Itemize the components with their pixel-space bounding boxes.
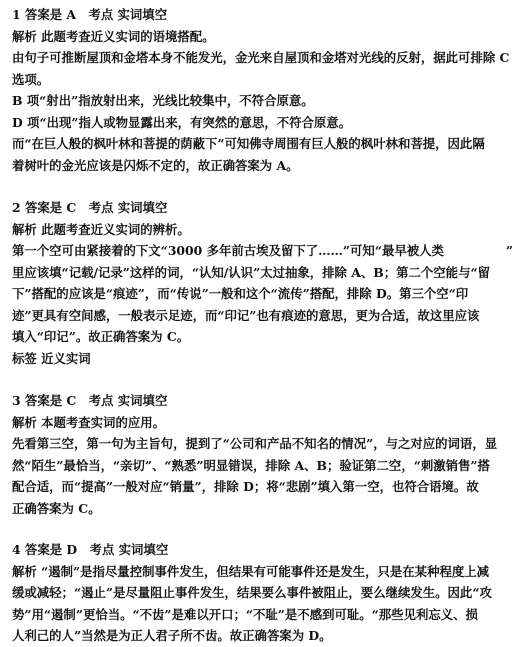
answer-2-analysis: 解析 此题考查近义实词的辨析。 <box>12 221 190 237</box>
answer-block-2 <box>12 197 517 369</box>
answer-block-4 <box>12 539 517 647</box>
answer-1-text-line: D 项“出现”指人或物显露出来，有突然的意思，不符合原意。 <box>12 114 352 130</box>
answer-block-3 <box>12 390 517 519</box>
answer-1-text-line: 而“在巨人般的枫叶林和菩提的荫蔽下”可知佛寺周围有巨人般的枫叶林和菩提，因此隔 <box>12 136 485 151</box>
answer-3-text-line: 正确答案为 C。 <box>12 500 101 516</box>
answer-4-heading: 4 答案是 D 考点 实词填空 <box>12 542 169 557</box>
answer-1-text-line: 由句子可推断屋顶和金塔本身不能发光，金光来自屋顶和金塔对光线的反射，据此可排除 C <box>12 50 510 65</box>
answer-2-text-line: 第一个空可由紧接着的下文“3000 多年前古埃及留下了……”可知“最早被人类 ” <box>12 243 513 258</box>
spacer <box>12 176 517 197</box>
spacer <box>12 519 517 539</box>
answer-4-text-line: 势”用“遏制”更恰当。“不齿”是难以开口；“不耻”是不感到可耻。“那些见利忘义、损 <box>12 606 478 622</box>
answer-3-analysis: 解析 本题考查实词的应用。 <box>12 414 166 430</box>
answer-1-text-line: B 项“射出”指放射出来，光线比较集中，不符合原意。 <box>12 93 314 108</box>
answer-4-analysis: 解析 “遏制”是指尽量控制事件发生，但结果有可能事件还是发生，只是在某种程度上减 <box>12 563 490 579</box>
answer-3-heading: 3 答案是 C 考点 实词填空 <box>12 393 168 408</box>
answer-3-text-line: 然“陌生”最恰当，“亲切”、“熟悉”明显错误，排除 A、B；验证第二空，“刺激销售”搭 <box>12 457 490 473</box>
answer-1-analysis: 解析 此题考查近义实词的语境搭配。 <box>12 28 215 44</box>
answer-2-tag: 标签 近义实词 <box>12 350 91 366</box>
answer-2-text-line: 迹”更具有空间感，一般表示足迹，而“印记”也有痕迹的意思，更为合适，故这里应该 <box>12 307 480 323</box>
answer-2-text-line: 里应该填“记载/记录”这样的词，“认知/认识”太过抽象，排除 A、B；第二个空能与“留 <box>12 264 490 280</box>
spacer <box>12 369 517 390</box>
answer-1-text-line: 选项。 <box>12 71 50 87</box>
answer-1-heading: 1 答案是 A 考点 实词填空 <box>12 7 168 22</box>
answer-4-text-line: 缓或减轻；“遏止”是尽量阻止事件发生，结果要么事件被阻止，要么继续发生。因此“攻 <box>12 585 492 600</box>
answer-block-1 <box>12 4 517 176</box>
answer-3-text-line: 配合适，而“提高”一般对应“销量”，排除 D；将“悲剧”填入第一空，也符合语境。故 <box>12 479 479 494</box>
answer-2-text-line: 填入“印记”。故正确答案为 C。 <box>12 329 190 344</box>
answer-2-heading: 2 答案是 C 考点 实词填空 <box>12 200 168 215</box>
answer-2-text-line: 下”搭配的应该是“痕迹”，而“传说”一般和这个“流传”搭配，排除 D。第三个空“印 <box>12 286 469 301</box>
answer-4-text-line: 人利己的人”当然是为正人君子所不齿。故正确答案为 D。 <box>12 628 332 643</box>
answer-3-text-line: 先看第三空，第一句为主旨句，提到了“公司和产品不知名的情况”，与之对应的词语，显 <box>12 436 498 451</box>
answer-1-text-line: 着树叶的金光应该是闪烁不定的，故正确答案为 A。 <box>12 157 299 173</box>
